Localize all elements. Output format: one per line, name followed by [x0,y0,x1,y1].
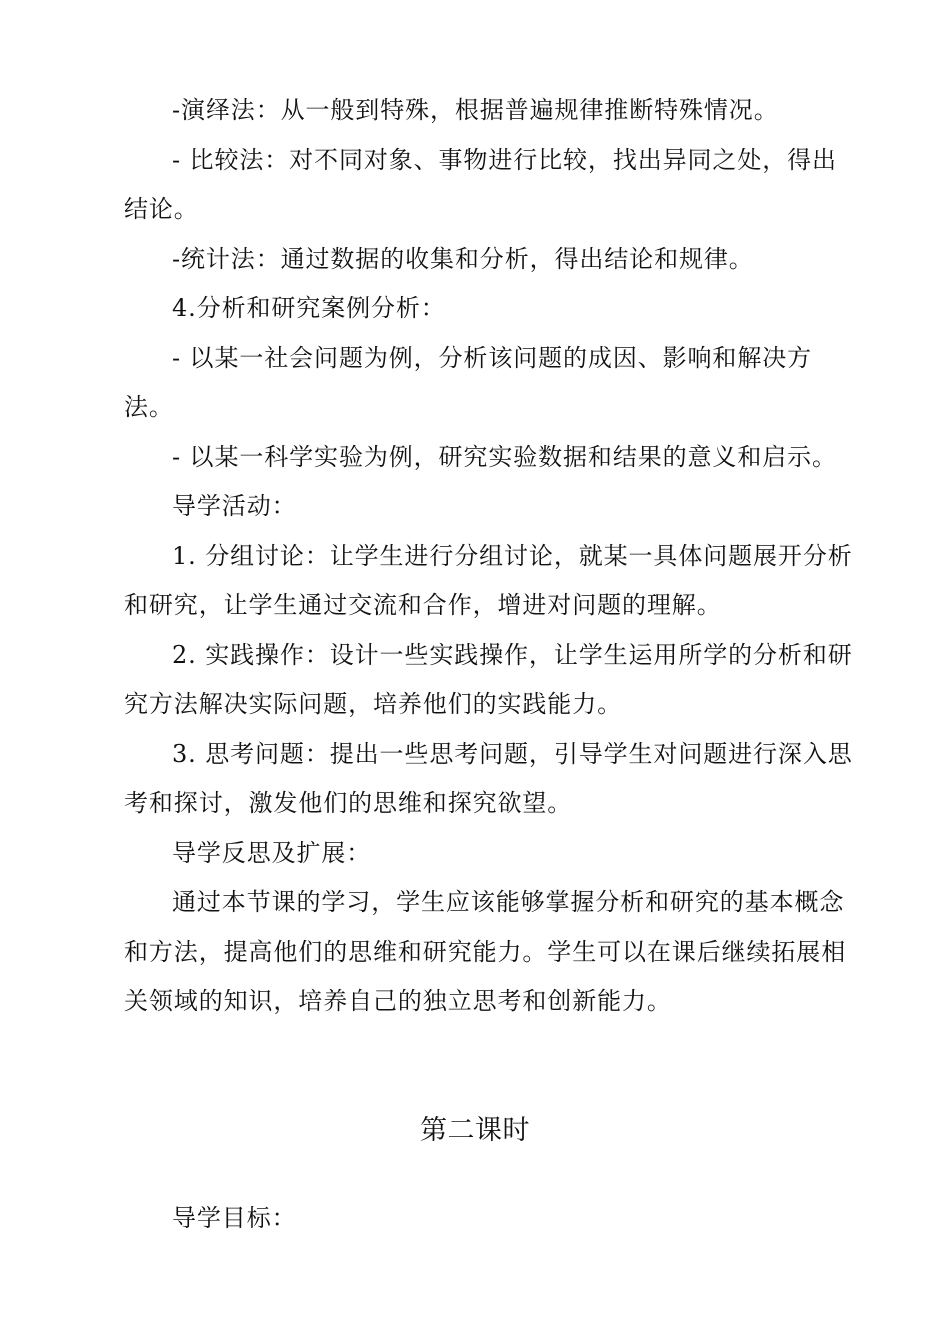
paragraph-statistics: -统计法：通过数据的收集和分析，得出结论和规律。 [172,244,754,273]
sub-heading-goals: 导学目标： [172,1204,297,1232]
paragraph-case-science: - 以某一科学实验为例，研究实验数据和结果的意义和启示。 [172,442,837,471]
paragraph-reflection-title: 导学反思及扩展： [172,838,372,867]
paragraph-deduction: -演绎法：从一般到特殊，根据普遍规律推断特殊情况。 [172,96,779,124]
paragraph-activities-title: 导学活动： [172,492,297,520]
paragraph-activity-thinking: 3. 思考问题：提出一些思考问题，引导学生对问题进行深入思考和探讨，激发他们的思维和探究欲望。 [124,739,853,817]
paragraph-activity-practice: 2. 实践操作：设计一些实践操作，让学生运用所学的分析和研究方法解决实际问题，培养他们的实践能力。 [124,640,853,718]
body-text [124,86,854,1027]
paragraph-activity-discussion: 1. 分组讨论：让学生进行分组讨论，就某一具体问题展开分析和研究，让学生通过交流和合作，增进对问题的理解。 [124,541,853,619]
paragraph-case-social: - 以某一社会问题为例，分析该问题的成因、影响和解决方法。 [124,343,813,421]
paragraph-comparison: - 比较法：对不同对象、事物进行比较，找出异同之处，得出结论。 [124,145,837,223]
paragraph-reflection-body: 通过本节课的学习，学生应该能够掌握分析和研究的基本概念和方法，提高他们的思维和研究能力。学生可以在课后继续拓展相关领域的知识，培养自己的独立思考和创新能力。 [124,888,847,1015]
section-heading: 第二课时 [420,1115,530,1146]
paragraph-case-analysis-title: 4.分析和研究案例分析： [172,294,446,322]
